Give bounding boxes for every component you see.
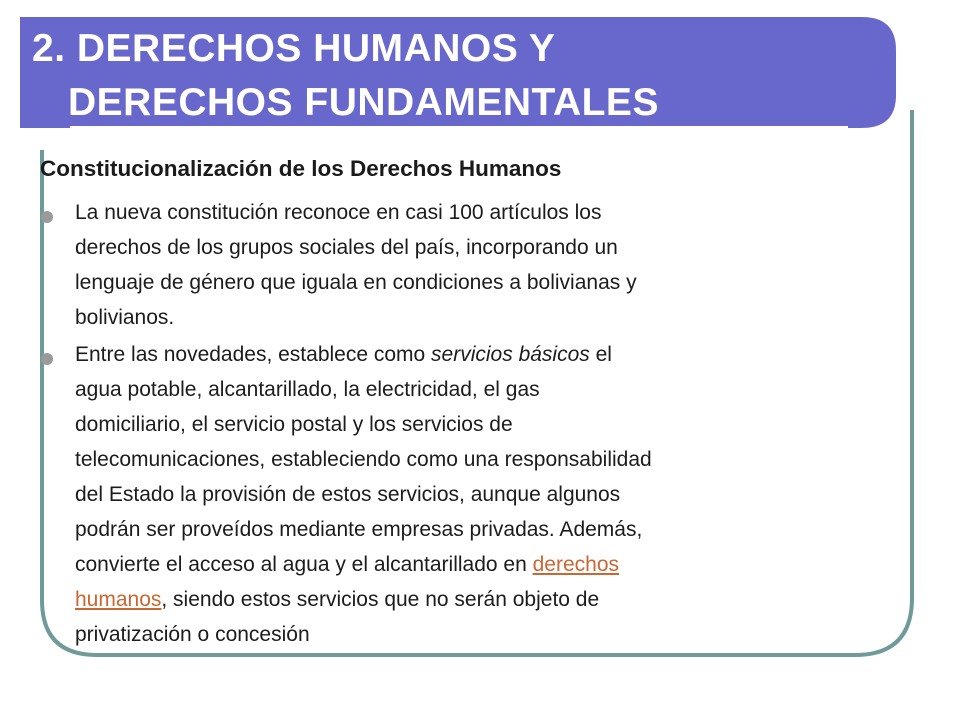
slide-title-line-2: DERECHOS FUNDAMENTALES xyxy=(68,81,659,124)
paragraph-line: derechos de los grupos sociales del país, incorporando un xyxy=(75,236,618,259)
paragraph-line xyxy=(75,337,875,372)
bullet-paragraph-2 xyxy=(75,337,875,652)
paragraph-line: La nueva constitución reconoce en casi 100 artículos los xyxy=(75,201,602,224)
bullet-paragraph-1 xyxy=(75,195,875,335)
italic-phrase: servicios básicos xyxy=(431,343,590,366)
paragraph-line: domiciliario, el servicio postal y los servicios de xyxy=(75,413,513,436)
paragraph-line: podrán ser proveídos mediante empresas privadas. Además, xyxy=(75,518,643,541)
derechos-humanos-link-cont[interactable]: humanos xyxy=(75,588,162,611)
paragraph-line: telecomunicaciones, estableciendo como una responsabilidad xyxy=(75,448,652,471)
derechos-humanos-link[interactable]: derechos xyxy=(532,553,620,576)
text-run: , siendo estos servicios que no serán objeto de xyxy=(161,588,600,611)
paragraph-line: agua potable, alcantarillado, la electricidad, el gas xyxy=(75,378,540,401)
text-run: Entre las novedades, establece como xyxy=(75,343,432,366)
paragraph-line: lenguaje de género que iguala en condiciones a bolivianas y xyxy=(75,271,637,294)
slide-subtitle: Constitucionalización de los Derechos Humanos xyxy=(40,156,562,181)
title-underline xyxy=(70,126,848,130)
paragraph-line: bolivianos. xyxy=(75,306,175,329)
paragraph-line xyxy=(75,582,875,617)
paragraph-line: del Estado la provisión de estos servicios, aunque algunos xyxy=(75,483,621,506)
text-run: el xyxy=(589,343,612,366)
bullet-dot-2 xyxy=(41,353,53,365)
paragraph-line: privatización o concesión xyxy=(75,623,310,646)
slide-title-line-1: 2. DERECHOS HUMANOS Y xyxy=(32,27,556,70)
text-run: convierte el acceso al agua y el alcantarillado en xyxy=(75,553,533,576)
bullet-dot-1 xyxy=(41,211,53,223)
paragraph-line xyxy=(75,547,875,582)
